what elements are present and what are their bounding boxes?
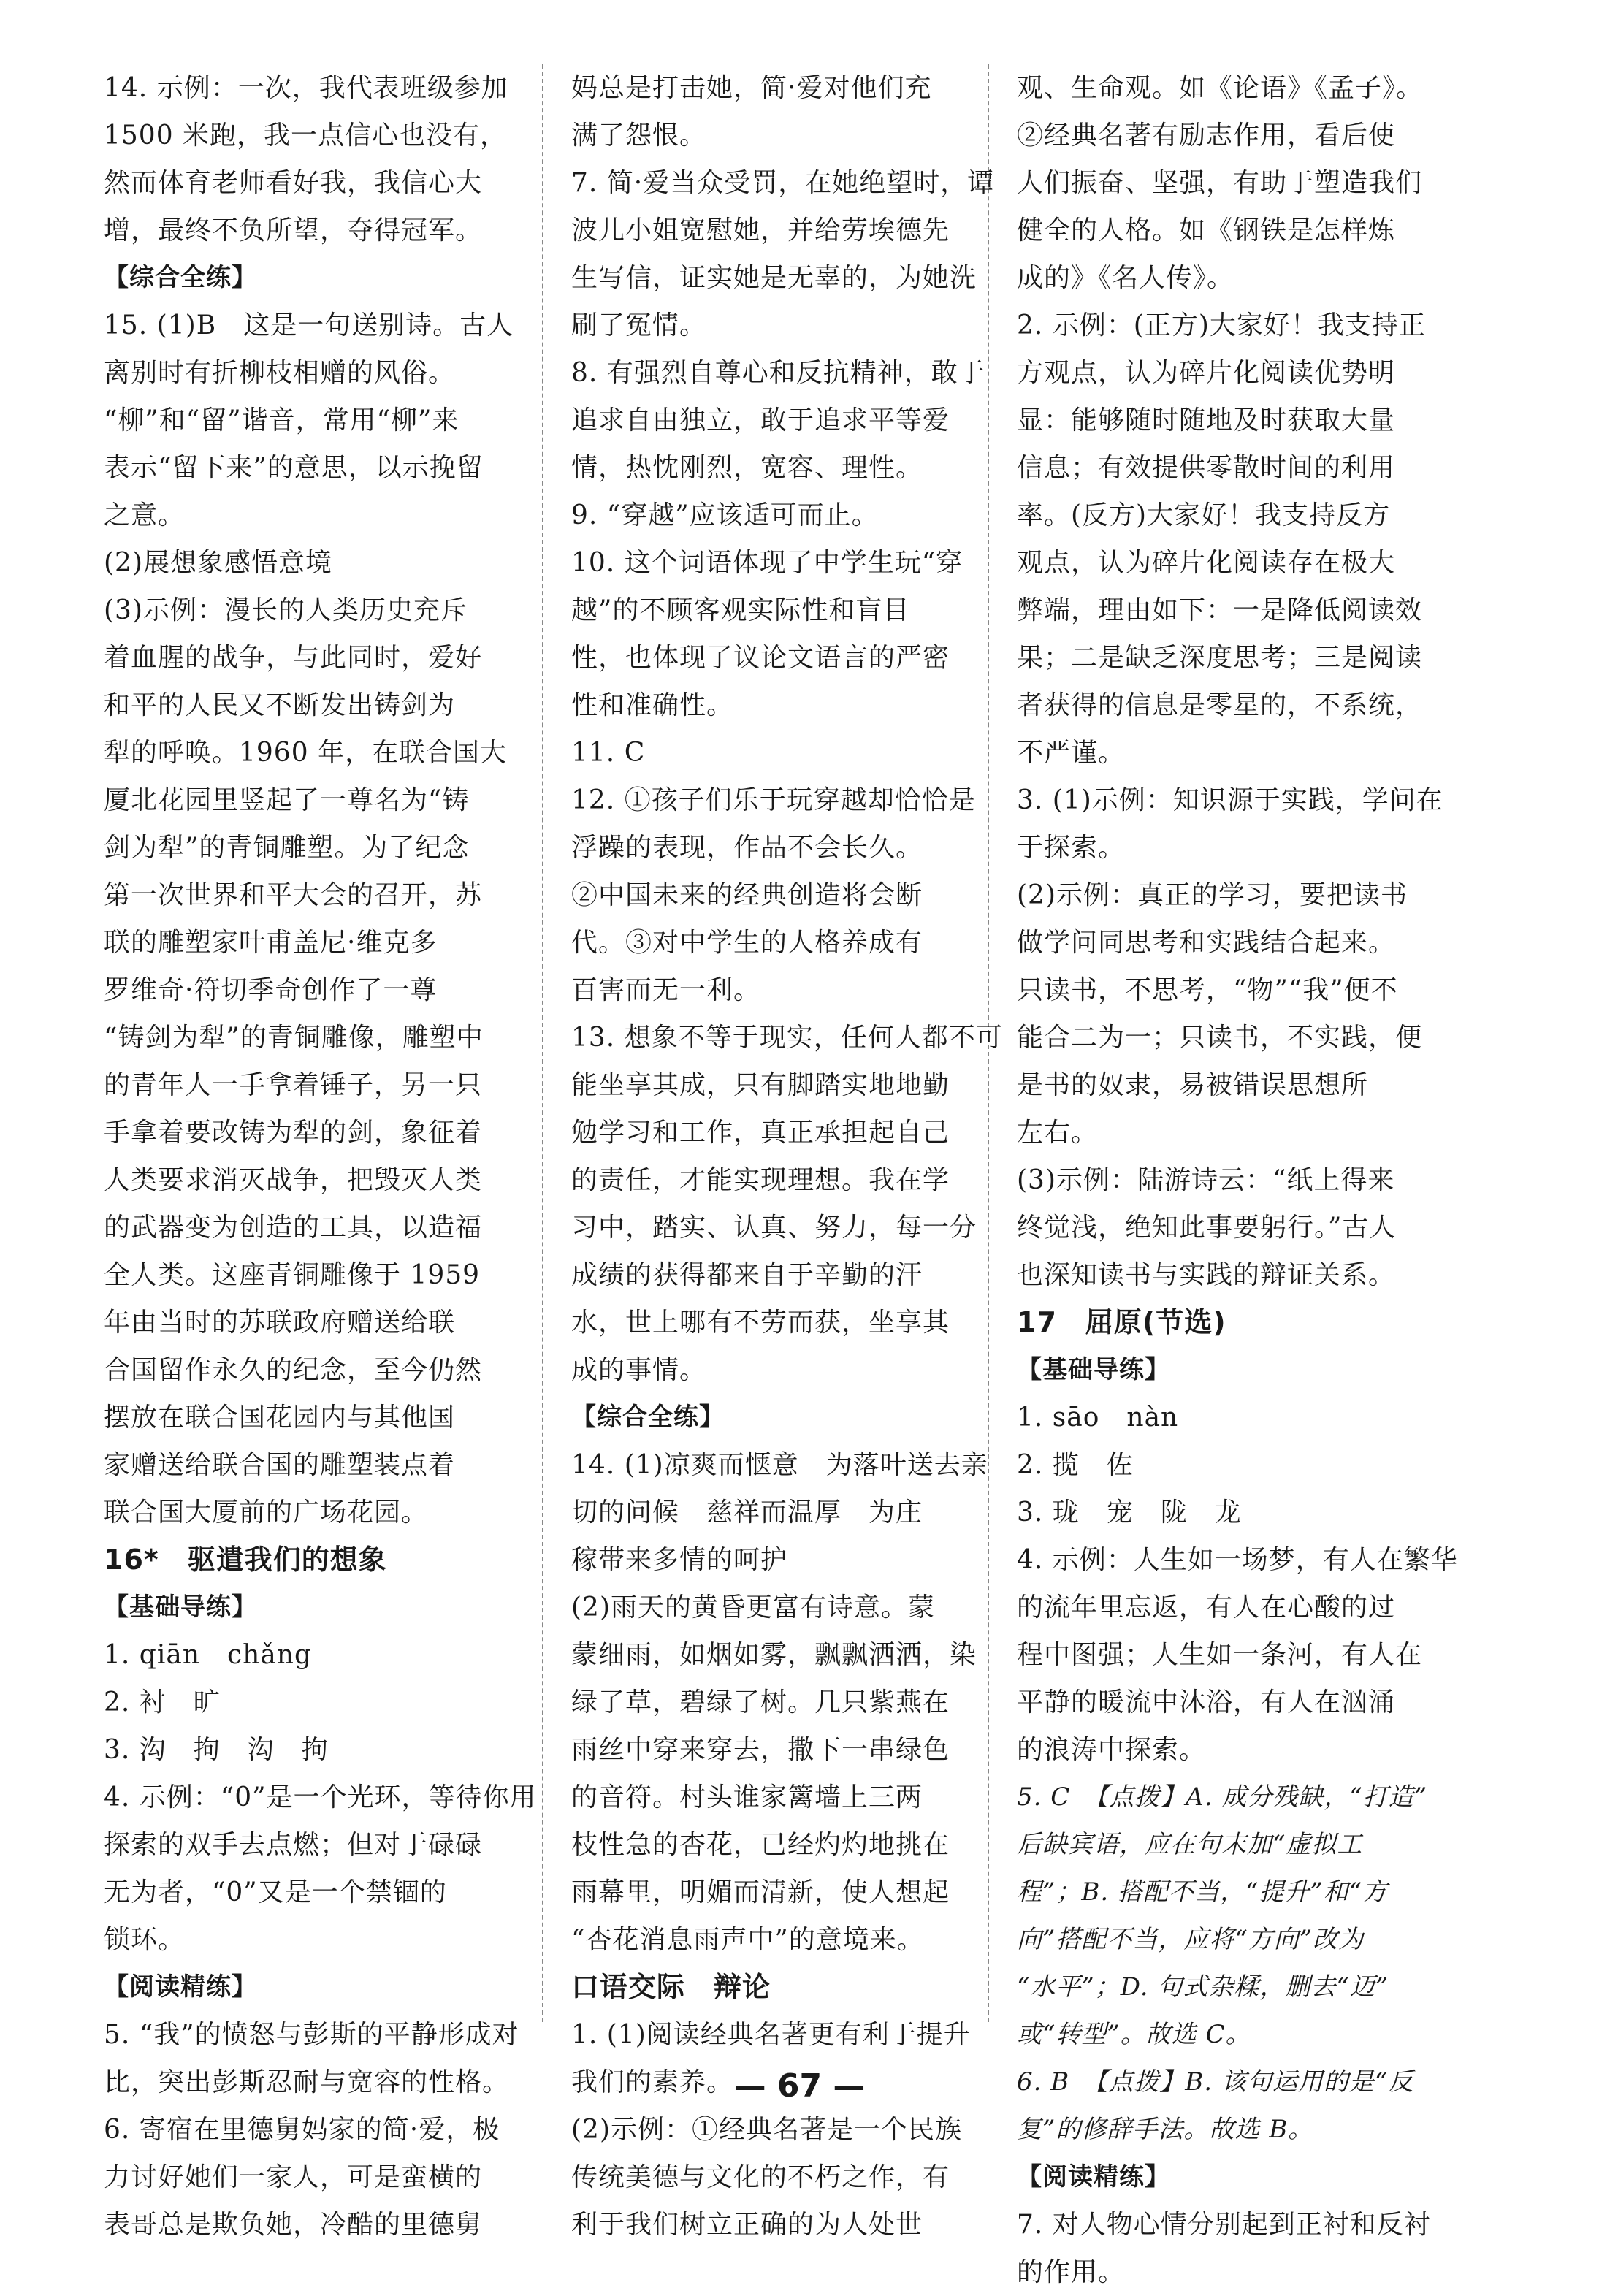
answer-line: 比，突出彭斯忍耐与宽容的性格。: [104, 2067, 510, 2097]
answer-line: 10. 这个词语体现了中学生玩“穿: [571, 548, 963, 578]
answer-line: 雨丝中穿来穿去，撒下一串绿色: [571, 1735, 950, 1765]
lesson-title: 16* 驱遣我们的想象: [104, 1544, 387, 1576]
answer-line: 做学问同思考和实践结合起来。: [1017, 928, 1396, 958]
answer-line: 7. 对人物心情分别起到正衬和反衬: [1017, 2210, 1431, 2240]
answer-line: 平静的暖流中沐浴，有人在汹涌: [1017, 1687, 1396, 1717]
answer-line: 率。(反方)大家好！我支持反方: [1017, 500, 1391, 530]
answer-line: 健全的人格。如《钢铁是怎样炼: [1017, 216, 1396, 245]
lesson-title: 口语交际 辩论: [571, 1971, 771, 2003]
answer-line: 6. B 【点拨】B. 该句运用的是“反: [1017, 2067, 1414, 2097]
answer-line: 方观点，认为碎片化阅读优势明: [1017, 358, 1396, 388]
answer-line: 14. (1)凉爽而惬意 为落叶送去亲: [571, 1450, 988, 1480]
answer-line: 12. ①孩子们乐于玩穿越却恰恰是: [571, 785, 976, 815]
answer-line: 越”的不顾客观实际性和盲目: [571, 595, 910, 625]
page-number: — 67 —: [733, 2067, 866, 2105]
answer-line: (2)雨天的黄昏更富有诗意。蒙: [571, 1593, 935, 1622]
answer-line: 向”搭配不当，应将“方向”改为: [1017, 1925, 1365, 1954]
section-label: 【综合全练】: [104, 263, 257, 292]
answer-line: 5. C 【点拨】A. 成分残缺，“打造”: [1017, 1782, 1428, 1812]
answer-line: (3)示例：陆游诗云：“纸上得来: [1017, 1165, 1395, 1195]
answer-line: 表示“留下来”的意思，以示挽留: [104, 453, 484, 483]
answer-line: 成的事情。: [571, 1355, 707, 1385]
answer-line: 利于我们树立正确的为人处世: [571, 2210, 923, 2240]
answer-line: 锁环。: [104, 1925, 186, 1955]
answer-line: 离别时有折柳枝相赠的风俗。: [104, 358, 456, 388]
answer-line: 成的》《名人传》。: [1017, 263, 1234, 293]
answer-line: 的浪涛中探索。: [1017, 1735, 1207, 1765]
answer-line: 剑为犁”的青铜雕塑。为了纪念: [104, 833, 470, 863]
answer-line: 满了怨恨。: [571, 121, 707, 150]
answer-line: 我们的素养。: [571, 2067, 734, 2097]
answer-line: 于探索。: [1017, 833, 1126, 863]
answer-line: 或“转型”。故选 C。: [1017, 2020, 1251, 2049]
answer-line: “杏花消息雨声中”的意境来。: [571, 1925, 924, 1955]
answer-line: 犁的呼唤。1960 年，在联合国大: [104, 738, 508, 768]
answer-line: 年由当时的苏联政府赠送给联: [104, 1308, 456, 1338]
answer-line: 家赠送给联合国的雕塑装点着: [104, 1450, 456, 1480]
answer-line: 终觉浅，绝知此事要躬行。”古人: [1017, 1213, 1397, 1243]
answer-line: 者获得的信息是零星的，不系统，: [1017, 690, 1423, 720]
answer-line: 摆放在联合国花园内与其他国: [104, 1403, 456, 1433]
answer-line: 代。③对中学生的人格养成有: [571, 928, 923, 958]
lesson-title: 17 屈原(节选): [1017, 1306, 1226, 1338]
answer-line: 6. 寄宿在里德舅妈家的简·爱，极: [104, 2115, 500, 2145]
answer-line: 的音符。村头谁家篱墙上三两: [571, 1782, 923, 1812]
answer-line: 的责任，才能实现理想。我在学: [571, 1165, 950, 1195]
answer-line: (2)示例：真正的学习，要把读书: [1017, 880, 1408, 910]
answer-line: 性和准确性。: [571, 690, 734, 720]
answer-line: 3. 珑 宠 陇 龙: [1017, 1498, 1242, 1528]
answer-line: 之意。: [104, 500, 186, 530]
answer-line: 浮躁的表现，作品不会长久。: [571, 833, 923, 863]
answer-line: 绿了草，碧绿了树。几只紫燕在: [571, 1687, 950, 1717]
answer-line: 3. 沟 拘 沟 拘: [104, 1735, 329, 1765]
answer-line: 增，最终不负所望，夺得冠军。: [104, 216, 483, 245]
answer-line: 传统美德与文化的不朽之作，有: [571, 2162, 950, 2192]
section-label: 【阅读精练】: [1017, 2162, 1170, 2192]
answer-line: 1. (1)阅读经典名著更有利于提升: [571, 2020, 971, 2050]
answer-line: 联合国大厦前的广场花园。: [104, 1498, 429, 1528]
answer-line: 后缺宾语，应在句末加“虚拟工: [1017, 1830, 1363, 1859]
answer-line: 蒙细雨，如烟如雾，飘飘洒洒，染: [571, 1640, 977, 1670]
answer-line: 是书的奴隶，易被错误思想所: [1017, 1070, 1369, 1100]
section-label: 【阅读精练】: [104, 1972, 257, 2002]
answer-line: ②经典名著有励志作用，看后使: [1017, 121, 1396, 150]
answer-line: 合国留作永久的纪念，至今仍然: [104, 1355, 483, 1385]
answer-line: 14. 示例：一次，我代表班级参加: [104, 73, 508, 103]
answer-line: 显：能够随时随地及时获取大量: [1017, 405, 1396, 435]
answer-line: 7. 简·爱当众受罚，在她绝望时，谭: [571, 168, 995, 198]
section-label: 【基础导练】: [1017, 1355, 1170, 1384]
answer-line: “水平”；D. 句式杂糅，删去“迈”: [1017, 1972, 1389, 2002]
column-divider-1: [542, 64, 543, 2022]
answer-line: (2)展想象感悟意境: [104, 548, 332, 578]
answer-line: 全人类。这座青铜雕像于 1959: [104, 1260, 481, 1290]
answer-line: 和平的人民又不断发出铸剑为: [104, 690, 456, 720]
answer-line: 的作用。: [1017, 2257, 1126, 2287]
answer-line: 8. 有强烈自尊心和反抗精神，敢于: [571, 358, 985, 388]
answer-line: 雨幕里，明媚而清新，使人想起: [571, 1877, 950, 1907]
answer-line: 13. 想象不等于现实，任何人都不可: [571, 1023, 1003, 1053]
answer-line: 力讨好她们一家人，可是蛮横的: [104, 2162, 483, 2192]
answer-line: “柳”和“留”谐音，常用“柳”来: [104, 405, 459, 435]
answer-line: 信息；有效提供零散时间的利用: [1017, 453, 1396, 483]
answer-line: 罗维奇·符切季奇创作了一尊: [104, 975, 438, 1005]
answer-line: 刷了冤情。: [571, 310, 707, 340]
answer-line: 2. 衬 旷: [104, 1687, 221, 1717]
column-3: [1017, 64, 1458, 2296]
answer-line: 切的问候 慈祥而温厚 为庄: [571, 1498, 923, 1528]
answer-line: 水，世上哪有不劳而获，坐享其: [571, 1308, 950, 1338]
column-2: [571, 64, 1003, 2249]
answer-line: 生写信，证实她是无辜的，为她洗: [571, 263, 977, 293]
answer-line: 勉学习和工作，真正承担起自己: [571, 1118, 950, 1148]
answer-line: 百害而无一利。: [571, 975, 761, 1005]
answer-line: 左右。: [1017, 1118, 1099, 1148]
answer-line: 成绩的获得都来自于辛勤的汗: [571, 1260, 923, 1290]
answer-line: 习中，踏实、认真、努力，每一分: [571, 1213, 977, 1243]
answer-line: 4. 示例：人生如一场梦，有人在繁华: [1017, 1545, 1458, 1575]
answer-line: 9. “穿越”应该适可而止。: [571, 500, 879, 530]
answer-line: ②中国未来的经典创造将会断: [571, 880, 923, 910]
answer-line: (2)示例：①经典名著是一个民族: [571, 2115, 962, 2145]
answer-line: 表哥总是欺负她，冷酷的里德舅: [104, 2210, 483, 2240]
answer-line: 1. sāo nàn: [1017, 1403, 1179, 1433]
answer-line: 5. “我”的愤怒与彭斯的平静形成对: [104, 2020, 519, 2050]
answer-line: 程”；B. 搭配不当，“提升”和“方: [1017, 1877, 1389, 1907]
answer-line: 无为者，“0”又是一个禁锢的: [104, 1877, 447, 1907]
answer-line: 15. (1)B 这是一句送别诗。古人: [104, 310, 514, 340]
section-label: 【基础导练】: [104, 1593, 257, 1622]
answer-line: 第一次世界和平大会的召开，苏: [104, 880, 483, 910]
answer-line: 联的雕塑家叶甫盖尼·维克多: [104, 928, 438, 958]
column-1: [104, 64, 537, 2249]
answer-line: 只读书，不思考，“物”“我”便不: [1017, 975, 1398, 1005]
answer-line: 厦北花园里竖起了一尊名为“铸: [104, 785, 470, 815]
section-label: 【综合全练】: [571, 1403, 725, 1432]
answer-line: 人们振奋、坚强，有助于塑造我们: [1017, 168, 1423, 198]
answer-line: 1500 米跑，我一点信心也没有，: [104, 121, 508, 150]
answer-line: (3)示例：漫长的人类历史充斥: [104, 595, 468, 625]
answer-line: 也深知读书与实践的辩证关系。: [1017, 1260, 1396, 1290]
answer-line: 2. 揽 佐: [1017, 1450, 1134, 1480]
answer-line: 1. qiān chǎng: [104, 1640, 313, 1670]
answer-line: 追求自由独立，敢于追求平等爱: [571, 405, 950, 435]
answer-line: 观点，认为碎片化阅读存在极大: [1017, 548, 1396, 578]
answer-line: 的青年人一手拿着锤子，另一只: [104, 1070, 483, 1100]
answer-line: 探索的双手去点燃；但对于碌碌: [104, 1830, 483, 1860]
answer-line: 能合二为一；只读书，不实践，便: [1017, 1023, 1423, 1053]
answer-line: 不严谨。: [1017, 738, 1126, 768]
answer-line: 程中图强；人生如一条河，有人在: [1017, 1640, 1423, 1670]
answer-line: 着血腥的战争，与此同时，爱好: [104, 643, 483, 673]
answer-line: 能坐享其成，只有脚踏实地地勤: [571, 1070, 950, 1100]
answer-line: “铸剑为犁”的青铜雕像，雕塑中: [104, 1023, 484, 1053]
answer-line: 波儿小姐宽慰她，并给劳埃德先: [571, 216, 950, 245]
answer-line: 手拿着要改铸为犁的剑，象征着: [104, 1118, 483, 1148]
answer-line: 3. (1)示例：知识源于实践，学问在: [1017, 785, 1443, 815]
answer-line: 情，热忱刚烈，宽容、理性。: [571, 453, 923, 483]
answer-line: 4. 示例：“0”是一个光环，等待你用: [104, 1782, 537, 1812]
answer-line: 的武器变为创造的工具，以造福: [104, 1213, 483, 1243]
answer-line: 11. C: [571, 738, 646, 768]
answer-line: 复”的修辞手法。故选 B。: [1017, 2115, 1314, 2144]
answer-line: 然而体育老师看好我，我信心大: [104, 168, 483, 198]
answer-line: 观、生命观。如《论语》《孟子》。: [1017, 73, 1424, 103]
answer-line: 稼带来多情的呵护: [571, 1545, 788, 1575]
answer-line: 性，也体现了议论文语言的严密: [571, 643, 950, 673]
answer-line: 果；二是缺乏深度思考；三是阅读: [1017, 643, 1423, 673]
answer-line: 人类要求消灭战争，把毁灭人类: [104, 1165, 483, 1195]
answer-line: 的流年里忘返，有人在心酸的过: [1017, 1593, 1396, 1622]
answer-line: 枝性急的杏花，已经灼灼地挑在: [571, 1830, 950, 1860]
answer-line: 弊端，理由如下：一是降低阅读效: [1017, 595, 1423, 625]
answer-line: 妈总是打击她，简·爱对他们充: [571, 73, 932, 103]
answer-line: 2. 示例：(正方)大家好！我支持正: [1017, 310, 1426, 340]
